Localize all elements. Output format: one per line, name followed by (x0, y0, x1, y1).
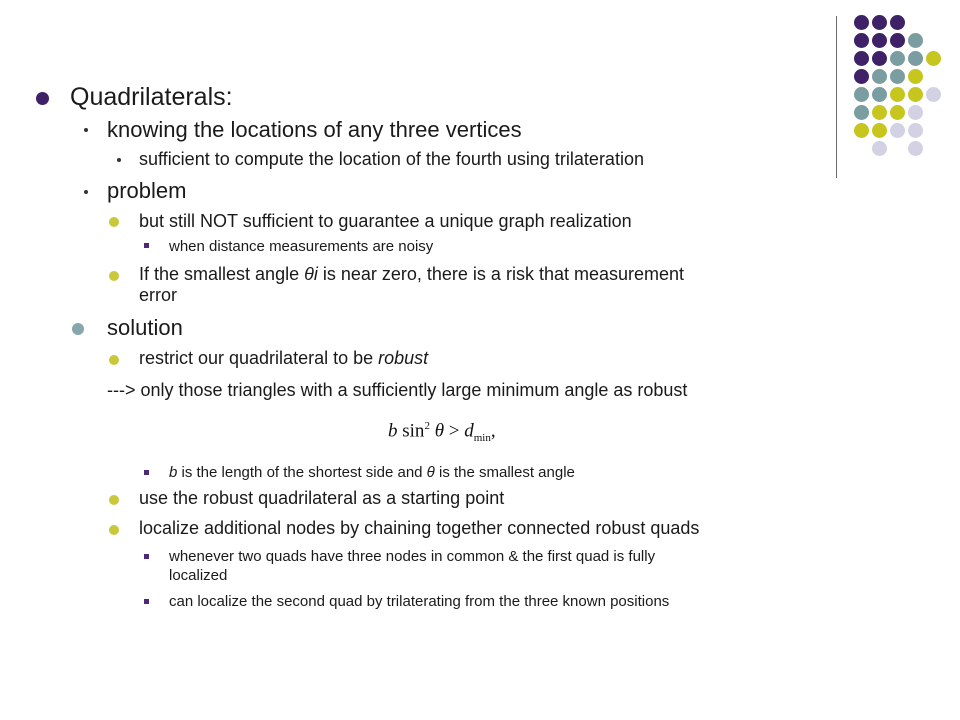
decorative-dot (890, 105, 905, 120)
decorative-dot (890, 87, 905, 102)
decorative-dot (854, 123, 869, 138)
decorative-dot (908, 51, 923, 66)
decorative-dot (890, 69, 905, 84)
text-error: error (139, 285, 178, 305)
decorative-dot (872, 69, 887, 84)
bullet-dot (84, 128, 88, 132)
text-robust: robust (378, 348, 429, 368)
decorative-dot (854, 87, 869, 102)
formula-b: b (388, 420, 398, 442)
bullet-dot (84, 190, 88, 194)
decorative-dot (854, 33, 869, 48)
formula-comma: , (490, 420, 496, 442)
bullet-square (144, 470, 149, 475)
bullet-olive (109, 217, 119, 227)
bullet-teal (72, 323, 84, 335)
decorative-dot (854, 105, 869, 120)
text-theta: θ (426, 464, 435, 481)
bullet-square (144, 243, 149, 248)
decorative-dot (872, 87, 887, 102)
text-arrow-line: ---> only those triangles with a sufficiently large minimum angle as robust (107, 380, 688, 400)
text-restrict-start: restrict our quadrilateral to be (139, 348, 379, 368)
bullet-olive (109, 355, 119, 365)
formula-square: 2 (424, 420, 430, 432)
formula-min: min (473, 432, 491, 445)
decorative-dot (908, 87, 923, 102)
decorative-dot (908, 123, 923, 138)
decorative-dot (872, 15, 887, 30)
formula-gt: > (448, 420, 465, 442)
text-knowing: knowing the locations of any three vertices (107, 117, 522, 142)
text-use-robust: use the robust quadrilateral as a starting point (139, 488, 505, 508)
text-theta-i: θi (304, 264, 318, 284)
text-b-def-end: is the smallest angle (434, 464, 575, 481)
bullet-square (144, 599, 149, 604)
text-not-sufficient: but still NOT sufficient to guarantee a unique graph realization (139, 211, 632, 231)
decorative-dot (908, 33, 923, 48)
text-b: b (169, 464, 178, 481)
bullet-olive (109, 495, 119, 505)
text-noisy: when distance measurements are noisy (169, 238, 434, 255)
decorative-dot (890, 15, 905, 30)
formula-sin: sin (397, 420, 425, 442)
bullet-olive (109, 525, 119, 535)
decorative-dot (890, 123, 905, 138)
formula-d: d (464, 420, 474, 442)
heading-quadrilaterals: Quadrilaterals: (70, 83, 233, 111)
bullet-purple (36, 92, 49, 105)
formula-theta: θ (429, 420, 449, 442)
text-b-def-mid: is the length of the shortest side and (177, 464, 427, 481)
text-sufficient: sufficient to compute the location of the fourth using trilateration (139, 149, 644, 169)
decorative-dot (854, 15, 869, 30)
text-smallest-angle-end: is near zero, there is a risk that measurement (317, 264, 685, 284)
decorative-dot (908, 141, 923, 156)
decorative-dot (872, 141, 887, 156)
formula (388, 420, 496, 444)
decorative-dot (908, 69, 923, 84)
divider-line (836, 16, 837, 178)
decorative-dot (908, 105, 923, 120)
text-localized: localized (169, 567, 228, 584)
text-smallest-angle (139, 264, 684, 285)
bullet-olive (109, 271, 119, 281)
decorative-dot (890, 33, 905, 48)
text-b-definition (169, 464, 575, 481)
decorative-dot (872, 123, 887, 138)
decorative-dot (890, 51, 905, 66)
text-localize: localize additional nodes by chaining together connected robust quads (139, 518, 700, 538)
decorative-dot (872, 105, 887, 120)
text-whenever: whenever two quads have three nodes in common & the first quad is fully (169, 548, 656, 565)
decorative-dot (872, 51, 887, 66)
bullet-dot (117, 158, 121, 162)
text-restrict (139, 348, 428, 369)
decorative-dot (926, 87, 941, 102)
decorative-dot (926, 51, 941, 66)
text-problem: problem (107, 178, 187, 203)
text-solution: solution (107, 315, 183, 340)
decorative-dot (872, 33, 887, 48)
decorative-dot (854, 51, 869, 66)
text-can-localize: can localize the second quad by trilaterating from the three known positions (169, 593, 670, 610)
text-smallest-angle-start: If the smallest angle (139, 264, 305, 284)
bullet-square (144, 554, 149, 559)
decorative-dot (854, 69, 869, 84)
